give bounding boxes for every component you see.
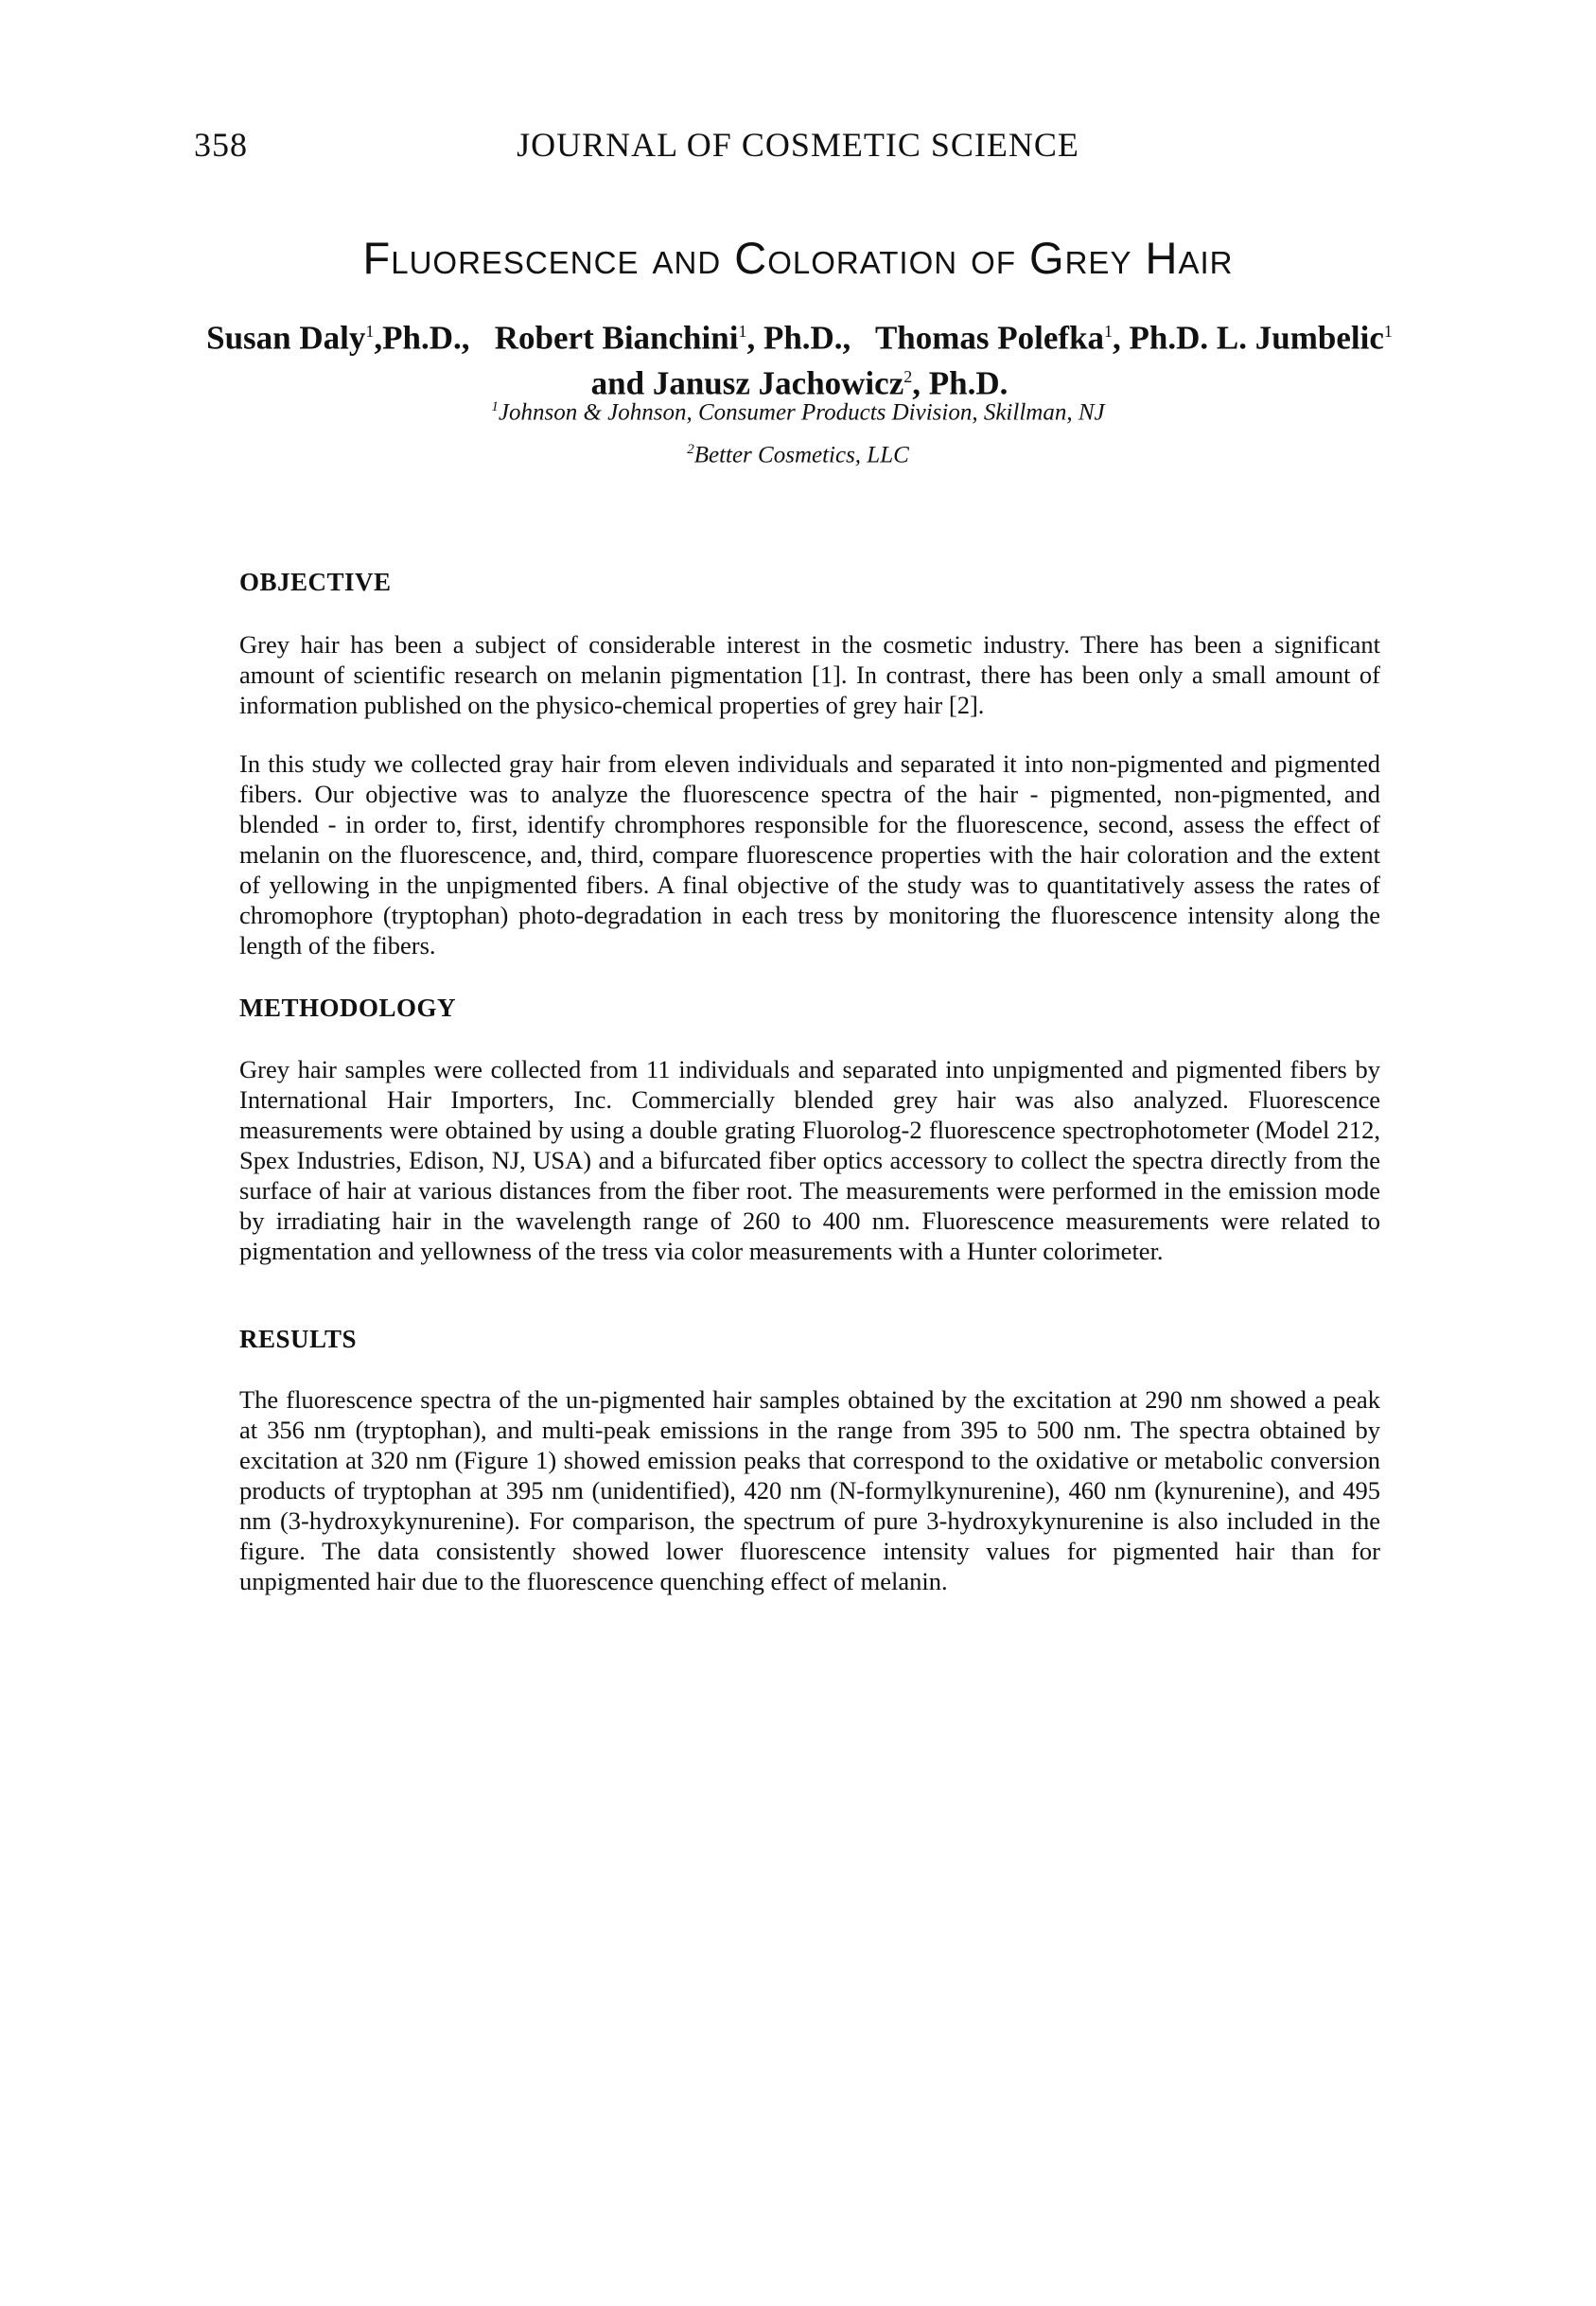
affiliation-text: Johnson & Johnson, Consumer Products Division, Skillman, NJ (498, 399, 1105, 426)
author-name: Thomas Polefka (874, 319, 1105, 357)
paragraph: Grey hair samples were collected from 11 individuals and separated into unpigmented and pigmented fibers by International Hair Importers, Inc. Commercially blended grey hair was also analyzed. Fluorescence measurements were obtained by using a double grating Fluorolog-2 fluorescence spectrophotometer (Model 212, Spex Industries, Edison, NJ, USA) and a bifurcated fiber optics accessory to collect the spectra directly from the surface of hair at various distances from the fiber root. The measurements were performed in the emission mode by irradiating hair in the wavelength range of 260 to 400 nm. Fluorescence measurements were related to pigmentation and yellowness of the tress via color measurements with a Hunter colorimeter. (239, 1055, 1380, 1265)
author-name: Susan Daly (206, 319, 366, 357)
affiliation-text: Better Cosmetics, LLC (693, 442, 909, 468)
author-suffix: , Ph.D. L. (1113, 319, 1248, 357)
affiliation-marker: 2 (687, 442, 694, 457)
author-name: Jumbelic (1254, 319, 1384, 357)
affiliation (0, 442, 1596, 468)
author-affil-marker: 2 (903, 366, 913, 386)
author-affil-marker: 1 (738, 322, 747, 341)
section-heading-methodology: METHODOLOGY (239, 994, 457, 1022)
author-list (189, 312, 1410, 402)
paragraph: Grey hair has been a subject of considerable interest in the cosmetic industry. There has been a significant amount of scientific research on melanin pigmentation [1]. In contrast, there has been only a small amount of information published on the physico-chemical properties of grey hair [2]. (239, 630, 1380, 719)
affiliation-marker: 1 (491, 399, 499, 414)
section-heading-objective: OBJECTIVE (239, 568, 392, 596)
author-suffix: , Ph.D., (746, 319, 851, 357)
author-name: Robert Bianchini (494, 319, 739, 357)
section-heading-results: RESULTS (239, 1325, 358, 1353)
paragraph: In this study we collected gray hair from eleven individuals and separated it into non-pigmented and pigmented fibers. Our objective was to analyze the fluorescence spectra of the hair - pigmented, non-pigmented, and blended - in order to, first, identify chromphores responsible for the fluorescence, second, assess the effect of melanin on the fluorescence, and, third, compare fluorescence properties with the hair coloration and the extent of yellowing in the unpigmented fibers. A final objective of the study was to quantitatively assess the rates of chromophore (tryptophan) photo-degradation in each tress by monitoring the fluorescence intensity along the length of the fibers. (239, 749, 1380, 959)
paragraph: The fluorescence spectra of the un-pigmented hair samples obtained by the excitation at 290 nm showed a peak at 356 nm (tryptophan), and multi-peak emissions in the range from 395 to 500 nm. The spectra obtained by excitation at 320 nm (Figure 1) showed emission peaks that correspond to the oxidative or metabolic conversion products of tryptophan at 395 nm (unidentified), 420 nm (N-formylkynurenine), 460 nm (kynurenine), and 495 nm (3-hydroxykynurenine). For comparison, the spectrum of pure 3-hydroxykynurenine is also included in the figure. The data consistently showed lower fluorescence intensity values for pigmented hair than for unpigmented hair due to the fluorescence quenching effect of melanin. (239, 1385, 1380, 1595)
author-affil-marker: 1 (1383, 322, 1393, 341)
affiliation (0, 399, 1596, 426)
author-affil-marker: 1 (1104, 322, 1114, 341)
author-name: and Janusz Jachowicz (590, 364, 904, 402)
author-suffix: , Ph.D. (912, 364, 1008, 402)
author-affil-marker: 1 (365, 322, 375, 341)
page-number: 358 (194, 126, 248, 164)
author-suffix: ,Ph.D., (374, 319, 470, 357)
article-title: Fluorescence and Coloration of Grey Hair (362, 233, 1234, 283)
running-head: JOURNAL OF COSMETIC SCIENCE (517, 126, 1079, 164)
